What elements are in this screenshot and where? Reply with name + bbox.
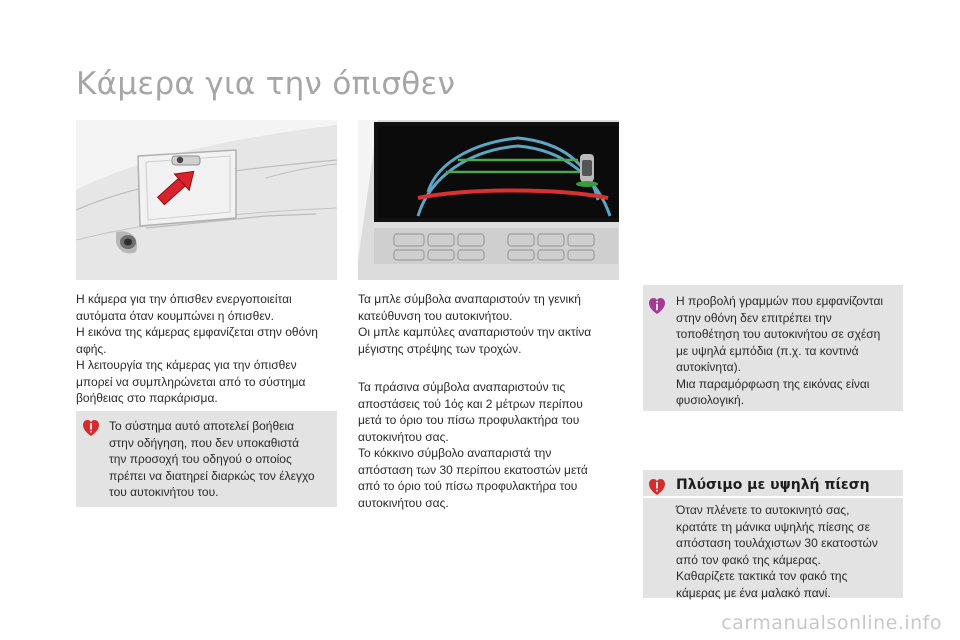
green-red-line: μετά το όριο του πίσω προφυλακτήρα του bbox=[358, 413, 580, 427]
wash-line: από τον φακό της κάμερας. bbox=[676, 552, 821, 567]
intro-line: Η λειτουργία της κάμερας για την όπισθεν bbox=[76, 358, 297, 372]
wash-line: απόσταση τουλάχιστων 30 εκατοστών bbox=[676, 536, 878, 550]
wash-heading-separator bbox=[643, 496, 903, 498]
green-red-line: Τα πράσινα σύμβολα αναπαριστούν τις bbox=[358, 380, 566, 394]
wash-line: Καθαρίζετε τακτικά τον φακό της bbox=[676, 569, 848, 583]
warning-icon bbox=[648, 478, 666, 496]
info-text bbox=[676, 293, 898, 409]
info-line: Μια παραμόρφωση της εικόνας είναι bbox=[676, 376, 870, 391]
info-line: με υψηλά εμπόδια (π.χ. τα κοντινά bbox=[676, 343, 859, 358]
info-line: τοποθέτηση του αυτοκινήτου σε σχέση bbox=[676, 327, 881, 341]
wash-line: Όταν πλένετε το αυτοκινητό σας, bbox=[676, 503, 850, 517]
blue-symbols-line: Τα μπλε σύμβολα αναπαριστούν τη γενική bbox=[358, 292, 581, 306]
green-red-line: αυτοκινήτου σας. bbox=[358, 429, 449, 444]
green-red-line: απόσταση των 30 περίπου εκατοστών μετά bbox=[358, 462, 588, 477]
green-red-line: από το όριο τού πίσω προφυλακτήρα του bbox=[358, 479, 578, 493]
wash-text bbox=[676, 502, 898, 601]
intro-line: αυτόματα όταν κουμπώνει η όπισθεν. bbox=[76, 308, 275, 323]
warning-line: στην οδήγηση, που δεν υποκαθιστά bbox=[109, 435, 300, 450]
page-title: Κάμερα για την όπισθεν bbox=[76, 66, 456, 102]
info-line: αυτοκίνητα). bbox=[676, 360, 741, 374]
green-red-symbols-text bbox=[358, 379, 620, 511]
wash-line: κρατάτε τη μάνικα υψηλής πίεσης σε bbox=[676, 519, 870, 534]
warning-line: Το σύστημα αυτό αποτελεί βοήθεια bbox=[109, 419, 295, 433]
blue-symbols-line: μέγιστης στρέψης των τροχών. bbox=[358, 341, 522, 356]
wash-heading: Πλύσιμο με υψηλή πίεση bbox=[676, 477, 870, 493]
intro-line: μπορεί να συμπληρώνεται από το σύστημα bbox=[76, 374, 306, 389]
rear-camera-illustration bbox=[76, 120, 337, 280]
camera-display-illustration bbox=[358, 120, 619, 280]
info-icon bbox=[648, 297, 666, 315]
info-line: φυσιολογική. bbox=[676, 393, 745, 407]
intro-line: βοήθειας στο παρκάρισμα. bbox=[76, 391, 218, 405]
blue-symbols-line: Οι μπλε καμπύλες αναπαριστούν την ακτίνα bbox=[358, 325, 592, 339]
info-line: Η προβολή γραμμών που εμφανίζονται bbox=[676, 294, 884, 308]
warning-line: πρέπει να διατηρεί διαρκώς τον έλεγχο bbox=[109, 468, 315, 483]
intro-line: Η εικόνα της κάμερας εμφανίζεται στην οθόνη bbox=[76, 325, 318, 339]
intro-line: Η κάμερα για την όπισθεν ενεργοποιείται bbox=[76, 292, 292, 306]
intro-text bbox=[76, 291, 336, 407]
blue-symbols-text bbox=[358, 291, 620, 357]
blue-symbols-line: κατεύθυνση του αυτοκινήτου. bbox=[358, 308, 513, 323]
green-red-line: αποστάσεις τού 1όç και 2 μέτρων περίπου bbox=[358, 396, 583, 411]
warning-text bbox=[109, 418, 331, 501]
warning-icon bbox=[82, 419, 100, 437]
green-red-line: αυτοκινήτου σας. bbox=[358, 495, 449, 510]
watermark: carmanualsonline.info bbox=[721, 612, 942, 634]
warning-line: του αυτοκινήτου του. bbox=[109, 485, 219, 499]
warning-line: την προσοχή του οδηγού ο οποίος bbox=[109, 452, 292, 466]
green-red-line: Το κόκκινο σύμβολο αναπαριστά την bbox=[358, 446, 552, 460]
wash-line: κάμερας με ένα μαλακό πανί. bbox=[676, 585, 831, 600]
info-line: στην οθόνη δεν επιτρέπει την bbox=[676, 310, 832, 325]
intro-line: αφής. bbox=[76, 341, 107, 356]
